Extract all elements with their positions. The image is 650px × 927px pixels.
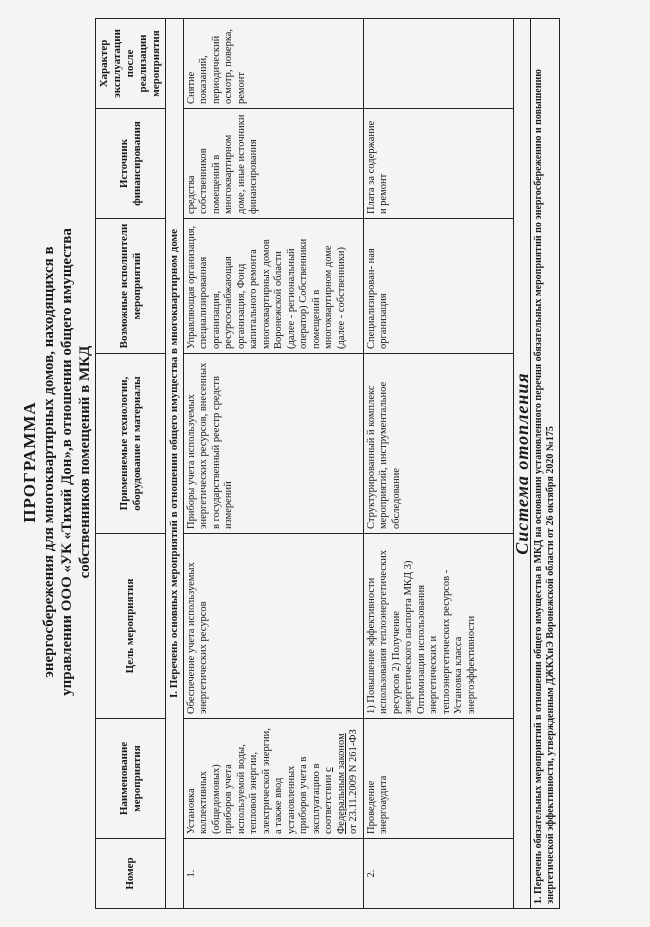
row-goal: Обеспечение учета используемых энергетических ресурсов [183,534,363,719]
row-tech: Приборы учета используемых энергетических ресурсов, внесенных в государственный реестр средств измерений [183,354,363,534]
section-row [166,19,184,909]
header-fin: Источник финансирования [96,109,166,219]
row-exec: Управляющая организация, специализированная организация, ресурсоснабжающая организация, Фонд капитального ремонта многоквартирных домов Воронежской области (далее - региональный оператор) Собственники помещений в многоквартирном доме (далее - собственники) [183,219,363,354]
row-name-tail: от 23.11.2009 N 261-ФЗ [348,729,359,834]
row-exec: Специализирован- ная организация [363,219,513,354]
document-title: ПРОГРАММА [20,401,39,523]
row-tech: Структурированный й комплекс мероприятий, инструментальное обследование [363,354,513,534]
heating-section-title: Система отопления [513,19,531,909]
row-fin: средства собственников помещений в многоквартирном доме, иные источники финансирования [183,109,363,219]
row-num: 1. [183,839,363,909]
section-title: I. Перечень основных мероприятий в отношении общего имущества в многоквартирном доме [166,19,184,909]
federal-law-link[interactable]: с Федеральным законом [323,733,347,834]
header-name: Наименование мероприятия [96,719,166,839]
header-num: Номер [96,839,166,909]
header-exec: Возможные исполнители мероприятий [96,219,166,354]
document-subtitle-2: управлении ООО «УК «Тихий Дон»,в отношении общего имущества [59,228,75,696]
row-name-text: Установка коллективных (общедомовых) приборов учета используемой воды, тепловой энергии, электрической энергии, а также ввод установленных приборов учета в эксплуатацию в соответствии [185,728,334,834]
header-tech: Применяемые технологии, оборудование и материалы [96,354,166,534]
table-row [183,19,363,909]
header-goal: Цель мероприятия [96,534,166,719]
row-name: Проведение энергоаудита [363,719,513,839]
row-oper [363,19,513,109]
row-name [183,719,363,839]
row-goal: 1) Повышение эффективности использования теплоэнергетических ресурсов 2) Получение энергетического паспорта МКД 3) Оптимизация использования энергетических и теплоэнергетических ресурсов - Установка класса энергоэффективности [363,534,513,719]
row-fin: Плата за содержание и ремонт [363,109,513,219]
row-num: 2. [363,839,513,909]
program-table [95,18,560,909]
header-oper: Характер эксплуатации после реализации мероприятия [96,19,166,109]
table-row [363,19,513,909]
footer-note: 1. Перечень обязательных мероприятий в отношении общего имущества в МКД на основании установленного перечня обязательных мероприятий по энергосбережению и повышению энергетической эффективности, утвержденным ДЖКХиЭ Воронежской области от 26 октября 2020 №175 [531,19,560,909]
document-subtitle-1: энергосбережения для многоквартирных домов, находящихся в [41,246,57,678]
document-subtitle-3: собственников помещений в МКД [77,345,93,579]
table-header-row [96,19,166,909]
row-oper: Снятие показаний, периодический осмотр, поверка, ремонт [183,19,363,109]
footer-row [531,19,560,909]
heating-row [513,19,531,909]
document-heading [20,27,94,897]
